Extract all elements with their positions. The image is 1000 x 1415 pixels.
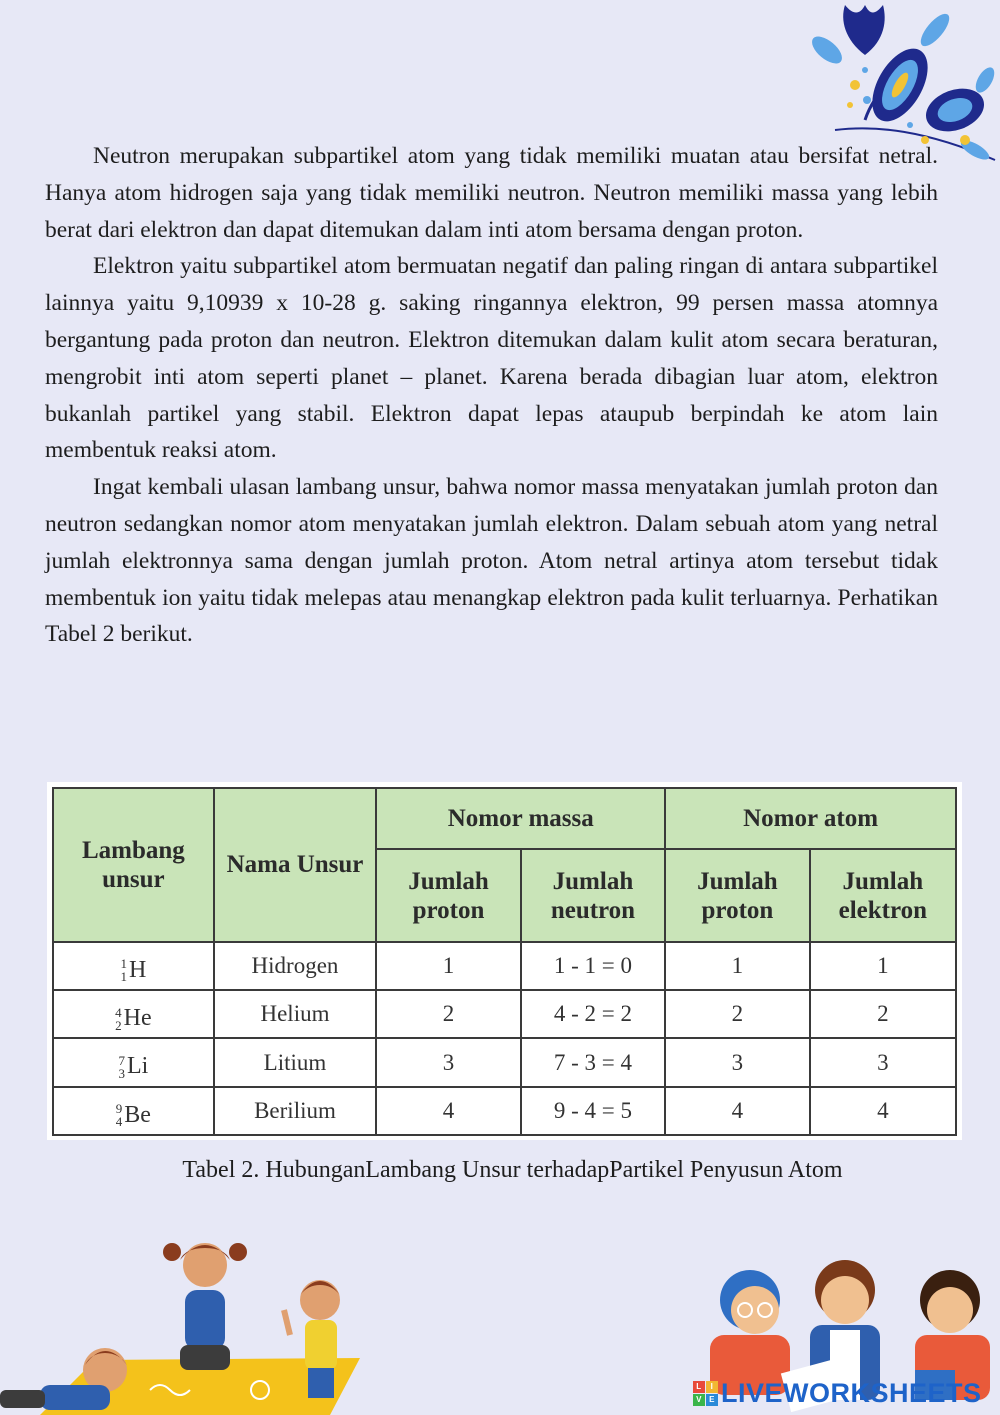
atomic-number: 4 — [115, 1114, 123, 1130]
cell-massa-proton: 1 — [376, 942, 520, 990]
cell-atom-elektron: 2 — [810, 990, 956, 1038]
table-row — [53, 1038, 956, 1086]
mass-number: 1 — [120, 956, 127, 972]
cell-lambang — [53, 1038, 214, 1086]
table-row — [53, 1087, 956, 1135]
cell-massa-neutron: 4 - 2 = 2 — [521, 990, 665, 1038]
paragraph-elektron: Elektron yaitu subpartikel atom bermuatan negatif dan paling ringan di antara subpartikel lainnya yaitu 9,10939 x 10-28 g. saking ringannya elektron, 99 persen massa atomnya bergantung pada proton dan neutron. Elektron ditemukan dalam kulit atom secara beraturan, mengrobit inti atom seperti planet – planet. Karena berada dibagian luar atom, elektron bukanlah partikel yang stabil. Elektron dapat lepas ataupub berpindah ke atom lain membentuk reaksi atom. — [45, 253, 938, 464]
nuclide-numbers — [115, 1006, 122, 1032]
header-nomor-massa: Nomor massa — [376, 788, 665, 849]
atomic-number: 2 — [115, 1017, 122, 1033]
mass-number: 4 — [115, 1004, 122, 1020]
cell-atom-elektron: 3 — [810, 1038, 956, 1086]
cell-atom-elektron: 4 — [810, 1087, 956, 1135]
cell-massa-neutron: 9 - 4 = 5 — [521, 1087, 665, 1135]
cell-atom-proton: 3 — [665, 1038, 809, 1086]
atomic-number: 3 — [118, 1065, 125, 1081]
cell-massa-proton: 2 — [376, 990, 520, 1038]
symbol-letter: Be — [124, 1101, 151, 1128]
cell-atom-proton: 1 — [665, 942, 809, 990]
cell-massa-proton: 4 — [376, 1087, 520, 1135]
table-row — [53, 942, 956, 990]
cell-nama-unsur: Helium — [214, 990, 377, 1038]
atomic-number: 1 — [120, 969, 127, 985]
watermark-text: LIVEWORKSHEETS — [721, 1377, 982, 1408]
cell-massa-neutron: 1 - 1 = 0 — [521, 942, 665, 990]
table-caption: Tabel 2. HubunganLambang Unsur terhadapPartikel Penyusun Atom — [182, 1157, 843, 1183]
cell-atom-proton: 4 — [665, 1087, 809, 1135]
cell-lambang — [53, 1087, 214, 1135]
mass-number: 7 — [118, 1052, 125, 1068]
kids-drawing-icon — [0, 1240, 380, 1415]
header-nomor-atom: Nomor atom — [665, 788, 956, 849]
atom-particles-table — [52, 787, 957, 1136]
paragraph-neutron: Neutron merupakan subpartikel atom yang tidak memiliki muatan atau bersifat netral. Hanya atom hidrogen saja yang tidak memiliki neutron. Neutron memiliki massa yang lebih berat dari elektron dan dapat ditemukan dalam inti atom bersama dengan proton. — [45, 143, 938, 243]
cell-lambang — [53, 942, 214, 990]
cell-nama-unsur: Berilium — [214, 1087, 377, 1135]
symbol-letter: Li — [126, 1053, 149, 1080]
symbol-letter: H — [128, 956, 147, 983]
cell-nama-unsur: Litium — [214, 1038, 377, 1086]
nuclide-numbers — [118, 1054, 125, 1080]
cell-massa-proton: 3 — [376, 1038, 520, 1086]
table-row — [53, 990, 956, 1038]
element-symbol — [118, 1053, 148, 1080]
element-symbol — [116, 1102, 151, 1129]
paragraph-ingat-kembali: Ingat kembali ulasan lambang unsur, bahwa nomor massa menyatakan jumlah proton dan neutron sedangkan nomor atom menyatakan jumlah elektron. Dalam sebuah atom yang netral jumlah elektronnya sama dengan jumlah proton. Atom netral artinya atom tersebut tidak membentuk ion yaitu tidak melepas atau menangkap elektron pada kulit terluarnya. Perhatikan Tabel 2 berikut. — [45, 474, 938, 648]
element-symbol — [115, 1005, 151, 1032]
body-text — [45, 138, 938, 653]
cell-nama-unsur: Hidrogen — [214, 942, 377, 990]
atom-table-container — [47, 782, 962, 1140]
symbol-letter: He — [123, 1005, 152, 1032]
nuclide-numbers — [120, 957, 127, 983]
header-massa-jumlah-neutron: Jumlah neutron — [521, 849, 665, 942]
element-symbol — [120, 957, 146, 984]
cell-atom-proton: 2 — [665, 990, 809, 1038]
header-atom-jumlah-elektron: Jumlah elektron — [810, 849, 956, 942]
cell-lambang — [53, 990, 214, 1038]
cell-massa-neutron: 7 - 3 = 4 — [521, 1038, 665, 1086]
header-massa-jumlah-proton: Jumlah proton — [376, 849, 520, 942]
cell-atom-elektron: 1 — [810, 942, 956, 990]
nuclide-numbers — [116, 1102, 123, 1128]
liveworksheets-logo-icon: L I V E — [693, 1381, 718, 1406]
table-body — [53, 942, 956, 1135]
header-nama-unsur: Nama Unsur — [214, 788, 377, 942]
mass-number: 9 — [115, 1101, 123, 1117]
liveworksheets-watermark — [693, 1377, 993, 1409]
header-atom-jumlah-proton: Jumlah proton — [665, 849, 809, 942]
table-header-row — [53, 788, 956, 849]
header-lambang-unsur: Lambang unsur — [53, 788, 214, 942]
